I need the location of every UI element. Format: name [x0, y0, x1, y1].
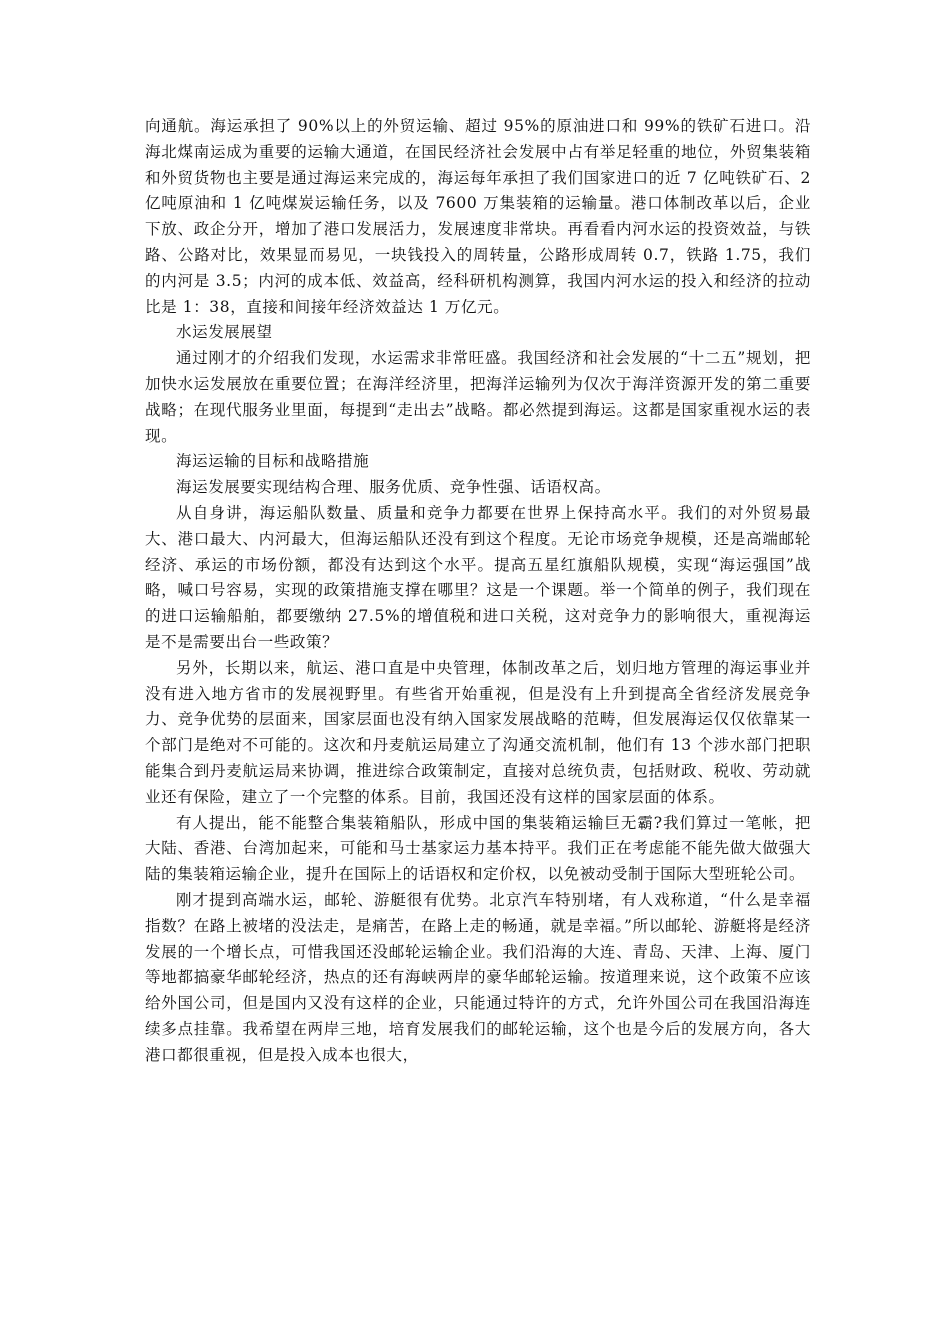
section-heading-outlook: 水运发展展望	[176, 323, 273, 342]
paragraph-6: 有人提出，能不能整合集装箱船队，形成中国的集装箱运输巨无霸?我们算过一笔帐，把大陆、香港、台湾加起来，可能和马士基家运力基本持平。我们正在考虑能不能先做大做强大陆的集装箱运输企业，提升在国际上的话语权和定价权，以免被动受制于国际大型班轮公司。	[145, 813, 811, 884]
paragraph-3: 海运发展要实现结构合理、服务优质、竞争性强、话语权高。	[176, 478, 611, 497]
paragraph-4: 从自身讲，海运船队数量、质量和竞争力都要在世界上保持高水平。我们的对外贸易最大、港口最大、内河最大，但海运船队还没有到这个程度。无论市场竞争规模，还是高端邮轮经济、承运的市场份额，都没有达到这个水平。提高五星红旗船队规模，实现“海运强国”战略，喊口号容易，实现的政策措施支撑在哪里？这是一个课题。举一个简单的例子，我们现在的进口运输船舶，都要缴纳 27.5%的增值税和进口关税，这对竞争力的影响很大，重视海运是不是需要出台一些政策？	[145, 503, 811, 651]
paragraph-1: 向通航。海运承担了 90%以上的外贸运输、超过 95%的原油进口和 99%的铁矿石进口。沿海北煤南运成为重要的运输大通道，在国民经济社会发展中占有举足轻重的地位，外贸集装箱和外贸货物也主要是通过海运来完成的，海运每年承担了我们国家进口的近 7 亿吨铁矿石、2 亿吨原油和 1 亿吨煤炭运输任务，以及 7600 万集装箱的运输量。港口体制改革以后，企业下放、政企分开，增加了港口发展活力，发展速度非常块。再看看内河水运的投资效益，与铁路、公路对比，效果显而易见，一块钱投入的周转量，公路形成周转 0.7，铁路 1.75，我们的内河是 3.5；内河的成本低、效益高，经科研机构测算，我国内河水运的投入和经济的拉动比是 1：38，直接和间接年经济效益达 1 万亿元。	[145, 117, 811, 316]
paragraph-7: 刚才提到高端水运，邮轮、游艇很有优势。北京汽车特别堵，有人戏称道，“什么是幸福指数？在路上被堵的没法走，是痛苦，在路上走的畅通，就是幸福。”所以邮轮、游艇将是经济发展的一个增长点，可惜我国还没邮轮运输企业。我们沿海的大连、青岛、天津、上海、厦门等地都搞豪华邮轮经济，热点的还有海峡两岸的豪华邮轮运输。按道理来说，这个政策不应该给外国公司，但是国内又没有这样的企业，只能通过特许的方式，允许外国公司在我国沿海连续多点挂靠。我希望在两岸三地，培育发展我们的邮轮运输，这个也是今后的发展方向，各大港口都很重视，但是投入成本也很大，	[145, 890, 811, 1064]
paragraph-5: 另外，长期以来，航运、港口直是中央管理，体制改革之后，划归地方管理的海运事业并没有进入地方省市的发展视野里。有些省开始重视，但是没有上升到提高全省经济发展竞争力、竞争优势的层面来，国家层面也没有纳入国家发展战略的范畴，但发展海运仅仅依靠某一个部门是绝对不可能的。这次和丹麦航运局建立了沟通交流机制，他们有 13 个涉水部门把职能集合到丹麦航运局来协调，推进综合政策制定，直接对总统负责，包括财政、税收、劳动就业还有保险，建立了一个完整的体系。目前，我国还没有这样的国家层面的体系。	[145, 658, 811, 806]
paragraph-2: 通过刚才的介绍我们发现，水运需求非常旺盛。我国经济和社会发展的“十二五”规划，把加快水运发展放在重要位置；在海洋经济里，把海洋运输列为仅次于海洋资源开发的第二重要战略；在现代服务业里面，每提到“走出去”战略。都必然提到海运。这都是国家重视水运的表现。	[145, 349, 811, 445]
section-heading-goals: 海运运输的目标和战略措施	[176, 452, 370, 471]
document-page	[145, 114, 811, 1068]
